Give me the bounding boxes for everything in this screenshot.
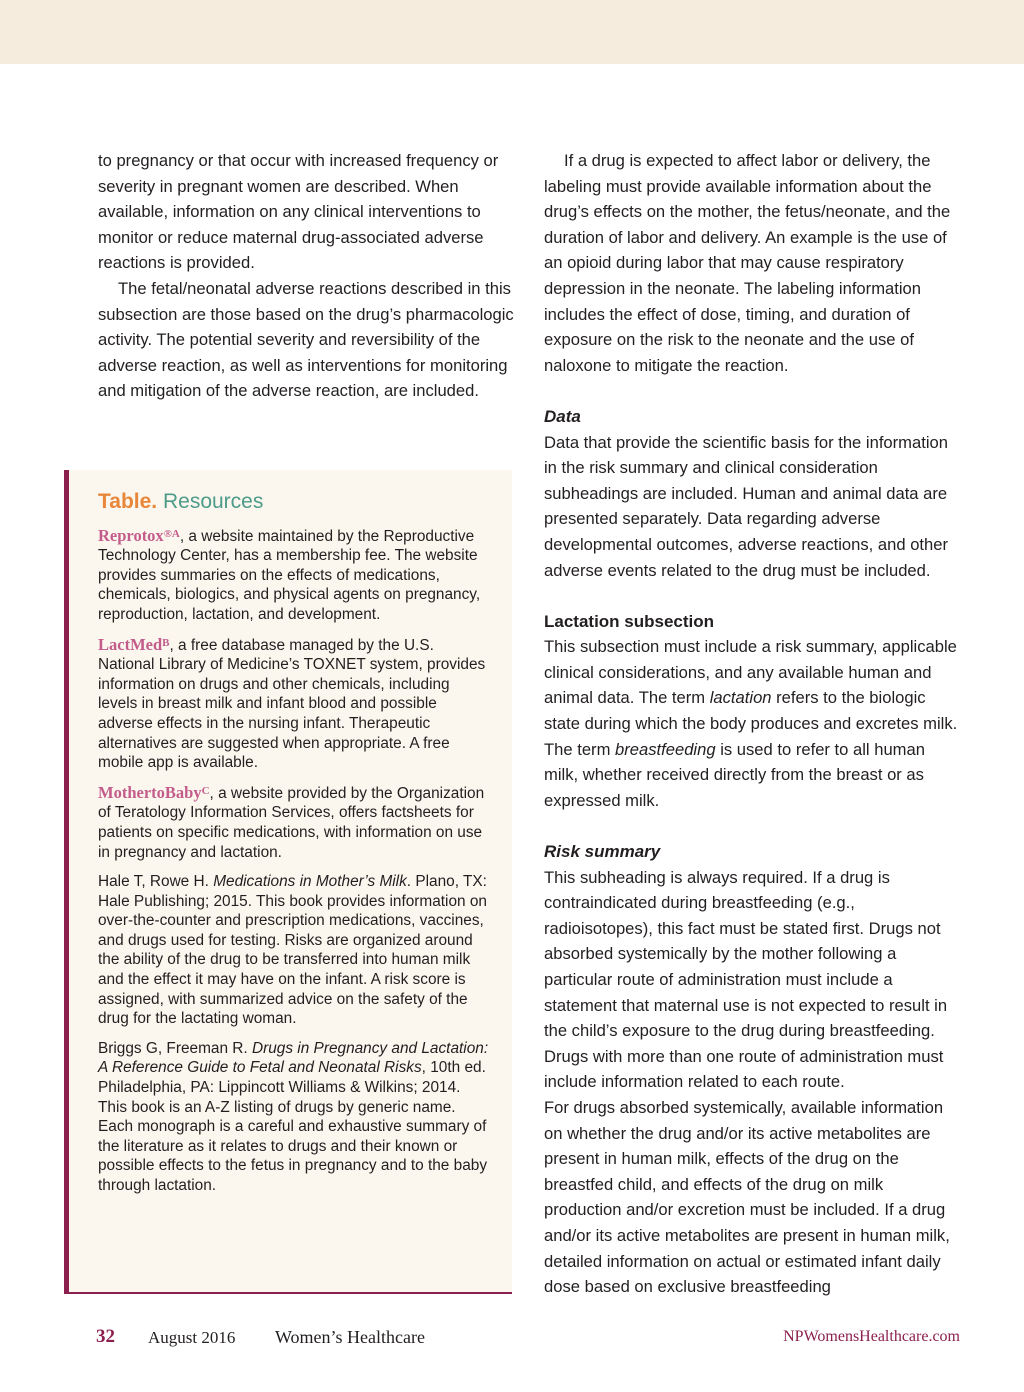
resource-sup: ®A [163, 527, 180, 540]
book-entry-briggs [98, 1039, 490, 1196]
top-band [0, 0, 1024, 64]
resource-desc: , a free database managed by the U.S. National Library of Medicine’s TOXNET system, provides information on drugs and other chemicals, including levels in breast milk and infant blood and possible adverse effects in the nursing infant. Therapeutic alternatives are suggested when appropriate. A free mobile app is available. [98, 636, 486, 772]
lactation-text-3: is used to refer to all human milk, whether received directly from the breast or as expressed milk. [544, 739, 925, 810]
book-authors: Briggs G, Freeman R. [98, 1039, 248, 1057]
resource-name: Reprotox [98, 525, 164, 545]
table-title-text: Resources [162, 490, 264, 513]
risk-summary-paragraph-2: For drugs absorbed systemically, available information on whether the drug and/or its active metabolites are present in human milk, effects of the drug on the breastfed child, and effects of the drug on milk production and/or excretion must be included. If a drug and/or its active metabolites are present in human milk, detailed information on actual or estimated infant daily dose based on exclusive breastfeeding [544, 1097, 950, 1297]
lactation-text-1: This subsection must include a risk summary, applicable clinical considerations, and any available human and animal data. The term [544, 637, 957, 708]
lactation-paragraph [544, 634, 962, 813]
book-entry-hale [98, 872, 490, 1029]
resource-desc: , a website provided by the Organization of Teratology Information Services, offers factsheets for patients on specific medications, with information on use in pregnancy and lactation. [98, 784, 485, 861]
resource-entry-lactmed [98, 635, 490, 773]
breastfeeding-term: breastfeeding [615, 739, 716, 759]
book-desc: This book is an A-Z listing of drugs by generic name. Each monograph is a careful and exhaustive summary of the literature as it relates to drugs and their known or possible effects to the fetus in pregnancy and to the baby through lactation. [98, 1098, 488, 1194]
resource-sup: C [201, 784, 210, 797]
book-publisher: , 10th ed. Philadelphia, PA: Lippincott Williams & Wilkins; 2014. [98, 1059, 486, 1097]
issue-date: August 2016 [148, 1328, 236, 1347]
data-paragraph: Data that provide the scientific basis for the information in the risk summary and clinical consideration subheadings are included. Human and animal data are presented separately. Data regarding adverse developmental outcomes, adverse reactions, and other adverse events related to the drug must be included. [544, 432, 949, 580]
book-title: Drugs in Pregnancy and Lactation: A Reference Guide to Fetal and Neonatal Risks [98, 1039, 489, 1077]
lactation-term: lactation [709, 688, 772, 708]
book-authors: Hale T, Rowe H. [98, 873, 209, 891]
resource-name: LactMed [98, 634, 163, 654]
right-column [544, 148, 962, 1300]
right-paragraph-1: If a drug is expected to affect labor or delivery, the labeling must provide available information about the drug’s effects on the mother, the fetus/neonate, and the duration of labor and delivery. An example is the use of an opioid during labor that may cause respiratory depression in the neonate. The labeling information includes the effect of dose, timing, and duration of exposure on the risk to the neonate and the use of naloxone to mitigate the reaction. [544, 151, 951, 375]
resource-name: MothertoBaby [98, 782, 202, 802]
lactation-heading: Lactation subsection [544, 611, 715, 631]
left-paragraph-1: to pregnancy or that occur with increased frequency or severity in pregnant women are described. When available, information on any clinical interventions to monitor or reduce maternal drug-associated adverse reactions is provided. [98, 151, 499, 273]
resource-entry-reprotox [98, 526, 490, 625]
page-footer [0, 1318, 1024, 1358]
table-title [98, 492, 490, 512]
book-publisher: . Plano, TX: Hale Publishing; 2015. [98, 873, 487, 910]
left-column [98, 148, 520, 404]
page-number: 32 [96, 1326, 115, 1347]
risk-summary-heading: Risk summary [544, 842, 661, 862]
resource-entry-mothertobaby [98, 783, 490, 862]
resource-desc: , a website maintained by the Reproductive Technology Center, has a membership fee. The website provides summaries on the effects of medications, chemicals, biologics, and physical agents on pregnancy, reproduction, lactation, and development. [98, 527, 481, 623]
table-title-label: Table. [98, 490, 158, 513]
risk-summary-paragraph-1: This subheading is always required. If a drug is contraindicated during breastfeeding (e.g., radioisotopes), this fact must be stated first. Drugs not absorbed systemically by the mother following a particular route of administration must include a statement that maternal use is not expected to result in the child’s exposure to the drug during breastfeeding. Drugs with more than one route of administration must include information related to each route. [544, 867, 948, 1092]
magazine-name: Women’s Healthcare [275, 1327, 425, 1347]
data-heading: Data [544, 406, 581, 426]
resources-table [64, 470, 512, 1294]
website-url[interactable]: NPWomensHealthcare.com [783, 1328, 960, 1345]
book-desc: This book provides information on over-the-counter and prescription medications, vaccines, and drugs used for testing. Risks are organized around the ability of the drug to be transferred into human milk and the effect it may have on the infant. A risk score is assigned, with summarized advice on the safety of the drug for the lactating woman. [98, 892, 487, 1028]
resource-sup: B [162, 636, 170, 649]
book-title: Medications in Mother’s Milk [213, 873, 407, 891]
left-paragraph-2: The fetal/neonatal adverse reactions described in this subsection are those based on the drug’s pharmacologic activity. The potential severity and reversibility of the adverse reaction, as well as interventions for monitoring and mitigation of the adverse reaction, are included. [98, 278, 514, 401]
lactation-text-2: refers to the biologic state during which the body produces and excretes milk. The term [544, 688, 958, 759]
